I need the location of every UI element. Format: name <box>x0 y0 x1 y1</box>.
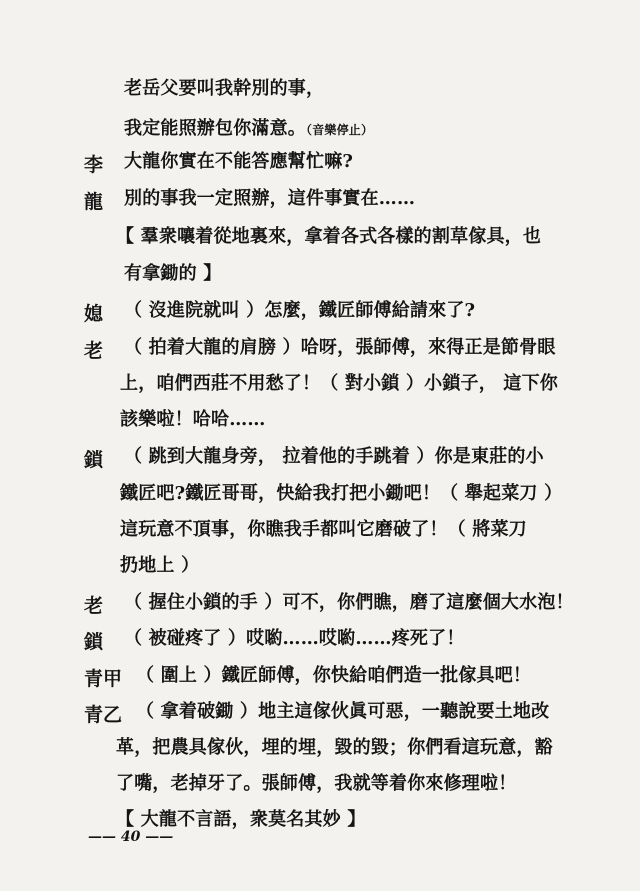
line-text: （ 被碰疼了 ）哎喲……哎喲……疼死了！ <box>124 628 465 649</box>
line-text: （ 圍上 ）鐵匠師傅，你快給咱們造一批傢具吧！ <box>136 665 532 686</box>
line-19 <box>116 736 553 760</box>
line-text: （ 拿着破鋤 ）地主這傢伙眞可惡，一聽說要土地改 <box>136 701 550 722</box>
line-13 <box>120 518 527 542</box>
line-17 <box>136 664 531 688</box>
line-15 <box>124 591 574 615</box>
line-12 <box>120 482 562 506</box>
line-text: 這玩意不頂事，你瞧我手都叫它磨破了！（ 將菜刀 <box>120 519 527 540</box>
line-text: 我定能照辦包你滿意。 <box>124 118 306 139</box>
speaker-long: 龍 <box>84 191 104 213</box>
line-4 <box>124 187 415 211</box>
line-11 <box>124 445 544 469</box>
speaker-qing-yi: 青乙 <box>84 704 123 726</box>
line-16 <box>124 627 465 651</box>
speaker-lao: 老 <box>84 340 104 362</box>
line-text: 【 大龍不言語，衆莫名其妙 】 <box>116 809 366 830</box>
line-text: 有拿鋤的 】 <box>124 263 222 284</box>
line-text: 革，把農具傢伙，埋的埋，毀的毀；你們看這玩意，豁 <box>116 737 553 758</box>
speaker-suo-2: 鎖 <box>84 631 104 653</box>
line-text: （ 握住小鎖的手 ）可不，你們瞧，磨了這麼個大水泡！ <box>124 592 574 613</box>
line-14 <box>120 554 199 578</box>
line-text: 大龍你實在不能答應幫忙嘛? <box>124 151 354 172</box>
speaker-lao-2: 老 <box>84 595 104 617</box>
line-9 <box>120 372 558 396</box>
speaker-qing-jia: 青甲 <box>84 668 123 690</box>
speaker-li: 李 <box>84 154 104 176</box>
stage-note-music-stop: （音樂停止） <box>306 123 374 137</box>
line-2 <box>124 117 373 142</box>
speaker-xi: 媳 <box>84 303 104 325</box>
line-text: 老岳父要叫我幹別的事， <box>124 78 325 99</box>
line-text: （ 拍着大龍的肩膀 ）哈呀，張師傅，來得正是節骨眼 <box>124 337 556 358</box>
line-text: 別的事我一定照辦，這件事實在…… <box>124 188 416 209</box>
line-text: 該樂啦！哈哈…… <box>120 409 266 430</box>
line-3 <box>124 150 353 174</box>
page-number: —— 40 —— <box>88 829 174 845</box>
line-text: （ 跳到大龍身旁， 拉着他的手跳着 ）你是東莊的小 <box>124 446 544 467</box>
line-text: 上，咱們西莊不用愁了！（ 對小鎖 ）小鎖子， 這下你 <box>120 373 558 394</box>
line-1 <box>124 77 324 101</box>
line-text: 鐵匠吧?鐵匠哥哥，快給我打把小鋤吧！（ 舉起菜刀 ） <box>120 483 563 504</box>
line-7 <box>124 299 475 323</box>
line-20 <box>116 772 516 796</box>
stage-direction-1 <box>116 225 541 249</box>
line-18 <box>136 700 549 724</box>
line-text: 扔地上 ） <box>120 555 200 576</box>
line-text: 了嘴，老掉牙了。張師傅，我就等着你來修理啦！ <box>116 773 517 794</box>
line-text: 【 羣衆嚷着從地裏來，拿着各式各樣的割草傢具，也 <box>116 226 542 247</box>
stage-direction-1-cont <box>124 262 221 286</box>
speaker-suo: 鎖 <box>84 449 104 471</box>
line-text: （ 沒進院就叫 ）怎麼，鐵匠師傅給請來了? <box>124 300 476 321</box>
line-8 <box>124 336 556 360</box>
line-10 <box>120 408 266 432</box>
